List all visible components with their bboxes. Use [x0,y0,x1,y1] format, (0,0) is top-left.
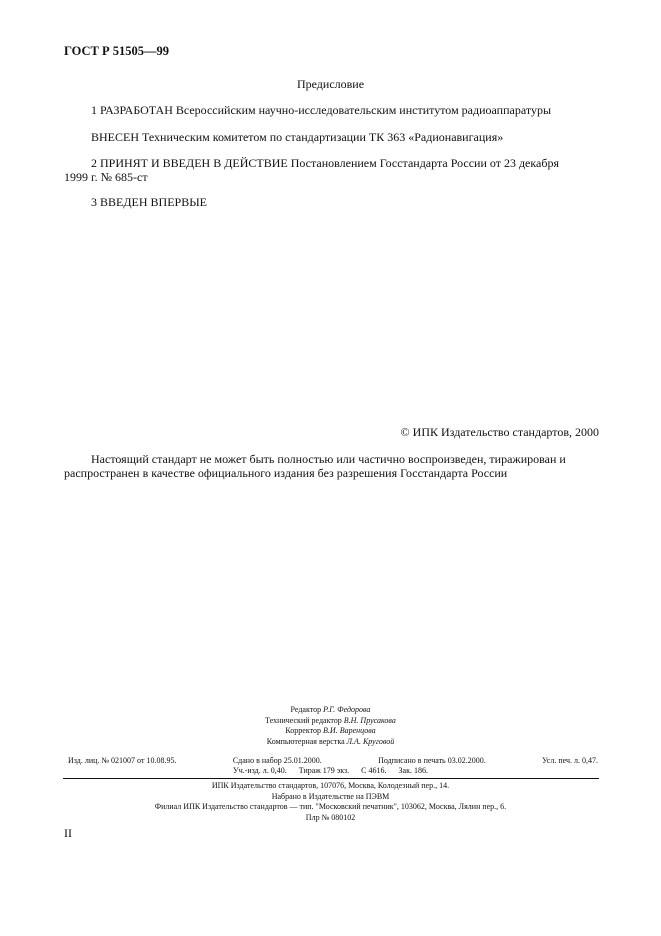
imprint-pub-sheets: Уч.-изд. л. 0,40. [233,766,287,775]
imprint-typeset: Сдано в набор 25.01.2000. [232,756,322,765]
imprint-code: С 4616. [361,766,387,775]
reproduction-notice-line1: Настоящий стандарт не может быть полностью или частично воспроизведен, тиражирован и [91,452,566,466]
imprint-circulation: Тираж 179 экз. [298,766,350,775]
imprint-divider [63,778,599,779]
editorial-credits [0,705,661,747]
publisher-line1: ИПК Издательство стандартов, 107076, Москва, Колодезный пер., 14. [211,781,450,790]
page-number: II [64,826,72,840]
publisher-line2: Набрано в Издательстве на ПЭВМ [271,791,390,801]
preface-item-first-introduced: 3 ВВЕДЕН ВПЕРВЫЕ [91,195,207,209]
publisher-line3: Филиал ИПК Издательство стандартов — тип. "Московский печатник", 103062, Москва, Лялин пер., 6. [154,802,507,811]
imprint-order: Зак. 186. [398,766,428,775]
copyright-notice: © ИПК Издательство стандартов, 2000 [400,425,599,439]
preface-item-adopted-line2: 1999 г. № 685-ст [64,170,148,184]
preface-item-developed: 1 РАЗРАБОТАН Всероссийским научно-исследовательским институтом радиоаппаратуры [91,103,552,117]
preface-item-adopted-line1: 2 ПРИНЯТ И ВВЕДЕН В ДЕЙСТВИЕ Постановлением Госстандарта России от 23 декабря [91,156,559,170]
preface-title: Предисловие [296,77,365,91]
imprint-line2 [0,766,661,775]
imprint-license: Изд. лиц. № 021007 от 10.08.95. [68,756,177,765]
publisher-line4: Плр № 080102 [305,812,356,822]
reproduction-notice-line2: распространен в качестве официального издания без разрешения Госстандарта России [64,466,508,480]
imprint-print-sheets: Усл. печ. л. 0,47. [542,756,598,765]
credit-tech-editor: Технический редактор В.Н. Прусакова [265,715,396,725]
preface-item-introduced: ВНЕСЕН Техническим комитетом по стандартизации ТК 363 «Радионавигация» [91,130,504,144]
imprint-line1 [68,756,598,765]
standard-id-header: ГОСТ Р 51505—99 [64,44,170,58]
credit-proofreader: Корректор В.И. Варенцова [285,726,376,735]
imprint-signed: Подписано в печать 03.02.2000. [378,756,486,765]
credit-editor: Редактор Р.Г. Федорова [290,705,371,714]
publisher-info [0,781,661,823]
credit-layout: Компьютерная верстка Л.А. Круговой [266,736,395,746]
